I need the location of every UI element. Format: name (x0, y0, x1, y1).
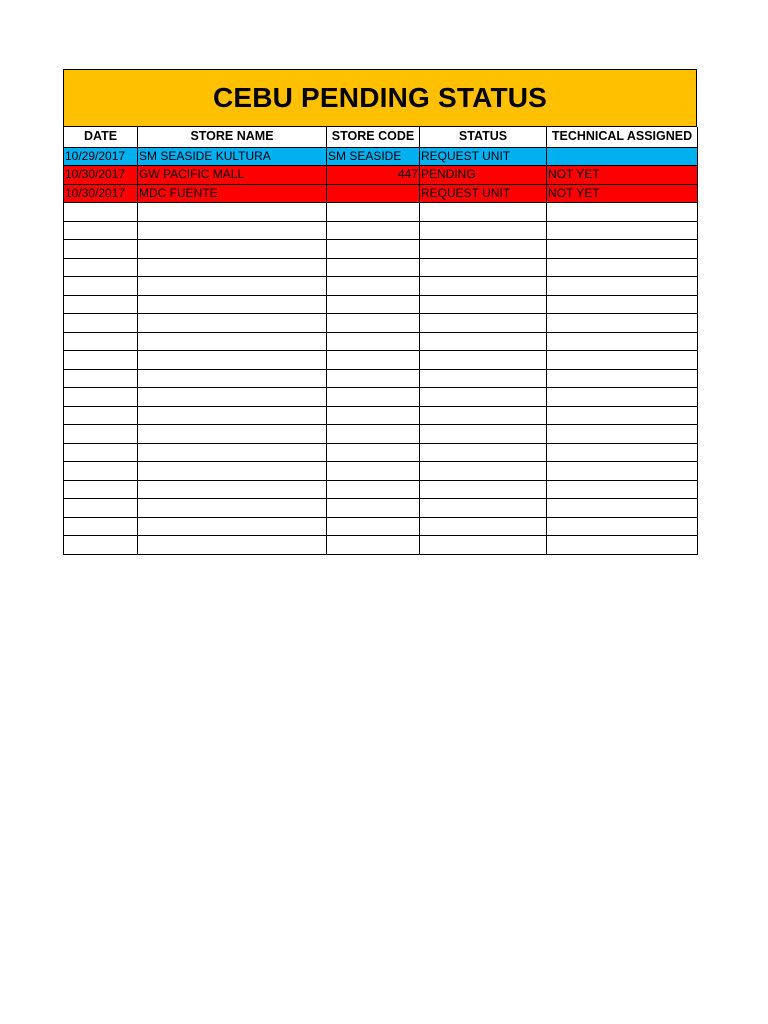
empty-cell[interactable] (64, 536, 138, 555)
empty-row (64, 536, 698, 555)
empty-cell[interactable] (547, 240, 698, 259)
empty-cell[interactable] (64, 425, 138, 444)
cell-store-code[interactable]: SM SEASIDE (327, 147, 420, 166)
cell-technical[interactable] (547, 147, 698, 166)
empty-cell[interactable] (327, 388, 420, 407)
empty-cell[interactable] (138, 351, 327, 370)
empty-cell[interactable] (420, 369, 547, 388)
empty-cell[interactable] (138, 406, 327, 425)
empty-cell[interactable] (327, 369, 420, 388)
empty-cell[interactable] (64, 314, 138, 333)
empty-cell[interactable] (327, 314, 420, 333)
empty-cell[interactable] (327, 258, 420, 277)
empty-row (64, 443, 698, 462)
empty-cell[interactable] (420, 258, 547, 277)
empty-cell[interactable] (64, 369, 138, 388)
empty-cell[interactable] (138, 314, 327, 333)
empty-cell[interactable] (547, 295, 698, 314)
empty-cell[interactable] (138, 221, 327, 240)
empty-cell[interactable] (420, 314, 547, 333)
cell-store-name[interactable]: SM SEASIDE KULTURA (138, 147, 327, 166)
empty-row (64, 277, 698, 296)
empty-row (64, 258, 698, 277)
empty-cell[interactable] (547, 277, 698, 296)
empty-cell[interactable] (420, 388, 547, 407)
cell-date[interactable]: 10/29/2017 (64, 147, 138, 166)
header-store-code[interactable]: STORE CODE (327, 127, 420, 147)
cell-status[interactable]: REQUEST UNIT (420, 184, 547, 203)
cell-status[interactable]: REQUEST UNIT (420, 147, 547, 166)
empty-cell[interactable] (64, 203, 138, 222)
empty-cell[interactable] (547, 499, 698, 518)
empty-cell[interactable] (420, 203, 547, 222)
empty-cell[interactable] (547, 314, 698, 333)
empty-cell[interactable] (547, 536, 698, 555)
empty-cell[interactable] (327, 351, 420, 370)
empty-cell[interactable] (138, 517, 327, 536)
empty-row (64, 351, 698, 370)
table-row (64, 147, 698, 166)
empty-row (64, 332, 698, 351)
cell-store-code[interactable] (327, 184, 420, 203)
empty-cell[interactable] (64, 258, 138, 277)
empty-cell[interactable] (420, 240, 547, 259)
empty-cell[interactable] (420, 295, 547, 314)
sheet-title: CEBU PENDING STATUS (212, 82, 548, 113)
empty-row (64, 517, 698, 536)
empty-cell[interactable] (547, 332, 698, 351)
empty-cell[interactable] (420, 480, 547, 499)
empty-cell[interactable] (64, 221, 138, 240)
empty-cell[interactable] (327, 203, 420, 222)
cell-technical[interactable]: NOT YET (547, 166, 698, 185)
table-row (64, 184, 698, 203)
empty-cell[interactable] (64, 499, 138, 518)
empty-cell[interactable] (547, 351, 698, 370)
empty-cell[interactable] (138, 369, 327, 388)
empty-cell[interactable] (327, 277, 420, 296)
empty-cell[interactable] (420, 499, 547, 518)
empty-cell[interactable] (327, 425, 420, 444)
empty-cell[interactable] (547, 462, 698, 481)
title-cell[interactable] (63, 69, 697, 127)
empty-cell[interactable] (420, 443, 547, 462)
empty-cell[interactable] (138, 240, 327, 259)
cell-store-code[interactable]: 447 (327, 166, 420, 185)
empty-cell[interactable] (327, 332, 420, 351)
empty-cell[interactable] (547, 425, 698, 444)
empty-cell[interactable] (420, 425, 547, 444)
empty-cell[interactable] (547, 388, 698, 407)
empty-cell[interactable] (547, 443, 698, 462)
status-table (63, 127, 698, 555)
empty-cell[interactable] (138, 277, 327, 296)
empty-cell[interactable] (64, 480, 138, 499)
cell-date[interactable]: 10/30/2017 (64, 184, 138, 203)
empty-cell[interactable] (327, 406, 420, 425)
cell-status[interactable]: PENDING (420, 166, 547, 185)
empty-cell[interactable] (420, 277, 547, 296)
empty-cell[interactable] (64, 517, 138, 536)
empty-row (64, 221, 698, 240)
empty-cell[interactable] (64, 332, 138, 351)
empty-cell[interactable] (64, 295, 138, 314)
empty-cell[interactable] (138, 425, 327, 444)
empty-cell[interactable] (420, 221, 547, 240)
cell-store-name[interactable]: GW PACIFIC MALL (138, 166, 327, 185)
empty-cell[interactable] (547, 517, 698, 536)
empty-cell[interactable] (138, 480, 327, 499)
header-date[interactable]: DATE (64, 127, 138, 147)
empty-cell[interactable] (547, 258, 698, 277)
empty-cell[interactable] (327, 536, 420, 555)
empty-row (64, 406, 698, 425)
empty-cell[interactable] (420, 462, 547, 481)
empty-cell[interactable] (327, 480, 420, 499)
empty-cell[interactable] (420, 351, 547, 370)
empty-cell[interactable] (64, 277, 138, 296)
empty-cell[interactable] (420, 517, 547, 536)
empty-cell[interactable] (327, 295, 420, 314)
empty-cell[interactable] (547, 406, 698, 425)
empty-cell[interactable] (138, 499, 327, 518)
empty-cell[interactable] (64, 406, 138, 425)
empty-cell[interactable] (420, 406, 547, 425)
cell-date[interactable]: 10/30/2017 (64, 166, 138, 185)
empty-cell[interactable] (327, 517, 420, 536)
empty-row (64, 369, 698, 388)
header-store-name[interactable]: STORE NAME (138, 127, 327, 147)
empty-cell[interactable] (327, 443, 420, 462)
spreadsheet (63, 69, 697, 555)
empty-cell[interactable] (138, 443, 327, 462)
empty-row (64, 499, 698, 518)
empty-cell[interactable] (327, 221, 420, 240)
table-row (64, 166, 698, 185)
header-technical-assigned[interactable]: TECHNICAL ASSIGNED (547, 127, 698, 147)
empty-cell[interactable] (138, 536, 327, 555)
empty-row (64, 480, 698, 499)
header-status[interactable]: STATUS (420, 127, 547, 147)
empty-cell[interactable] (547, 480, 698, 499)
empty-cell[interactable] (547, 221, 698, 240)
empty-cell[interactable] (138, 462, 327, 481)
empty-row (64, 240, 698, 259)
empty-row (64, 388, 698, 407)
cell-technical[interactable]: NOT YET (547, 184, 698, 203)
empty-cell[interactable] (420, 332, 547, 351)
empty-cell[interactable] (64, 240, 138, 259)
empty-cell[interactable] (547, 203, 698, 222)
header-row (64, 127, 698, 147)
empty-cell[interactable] (547, 369, 698, 388)
empty-cell[interactable] (64, 462, 138, 481)
empty-cell[interactable] (138, 203, 327, 222)
empty-row (64, 295, 698, 314)
empty-row (64, 425, 698, 444)
empty-cell[interactable] (327, 462, 420, 481)
empty-cell[interactable] (327, 240, 420, 259)
empty-cell[interactable] (64, 351, 138, 370)
empty-row (64, 462, 698, 481)
cell-store-name[interactable]: MDC FUENTE (138, 184, 327, 203)
empty-cell[interactable] (138, 388, 327, 407)
empty-cell[interactable] (138, 295, 327, 314)
empty-cell[interactable] (327, 499, 420, 518)
empty-cell[interactable] (420, 536, 547, 555)
empty-row (64, 314, 698, 333)
empty-cell[interactable] (138, 258, 327, 277)
empty-row (64, 203, 698, 222)
empty-cell[interactable] (64, 388, 138, 407)
empty-cell[interactable] (64, 443, 138, 462)
empty-cell[interactable] (138, 332, 327, 351)
